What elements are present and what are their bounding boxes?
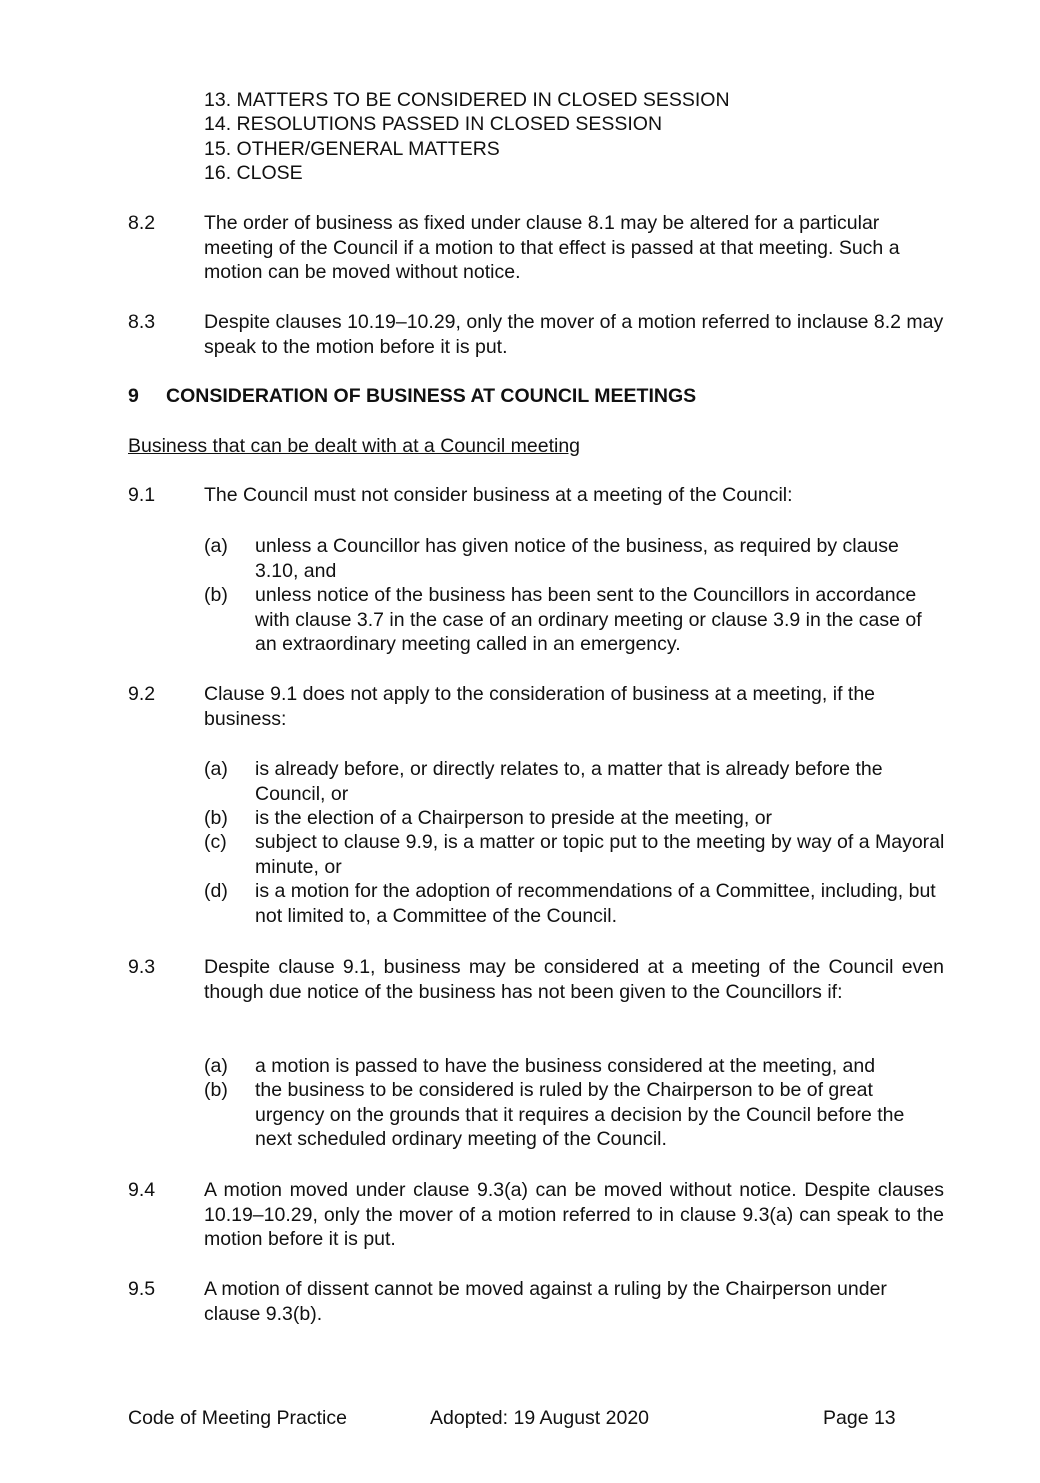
footer-document-title: Code of Meeting Practice (128, 1407, 347, 1429)
order-item-14: 14. RESOLUTIONS PASSED IN CLOSED SESSION (204, 113, 663, 135)
footer-page-number: Page 13 (823, 1407, 896, 1429)
item-text: the business to be considered is ruled by the Chairperson to be of great urgency on the grounds that it requires a decision by the Council before the next scheduled ordinary meeting of the Council. (255, 1079, 905, 1150)
clause-8-3-text: Despite clauses 10.19–10.29, only the mover of a motion referred to inclause 8.2 may speak to the motion before it is put. (204, 311, 944, 358)
section-number: 9 (128, 385, 139, 407)
item-text: is already before, or directly relates to, a matter that is already before the Council, or (255, 758, 883, 805)
item-label: (a) (204, 535, 228, 557)
clause-9-1-text: The Council must not consider business at a meeting of the Council: (204, 484, 793, 506)
clause-9-2-text: Clause 9.1 does not apply to the consideration of business at a meeting, if the business: (204, 683, 876, 730)
item-text: subject to clause 9.9, is a matter or topic put to the meeting by way of a Mayoral minute, or (255, 831, 945, 878)
clause-number: 9.1 (128, 484, 156, 506)
item-text: unless a Councillor has given notice of the business, as required by clause 3.10, and (255, 535, 899, 582)
clause-number: 9.4 (128, 1179, 156, 1201)
item-label: (c) (204, 831, 227, 853)
clause-8-2-text: The order of business as fixed under clause 8.1 may be altered for a particular meeting of the Council if a motion to that effect is passed at that meeting. Such a motion can be moved without notice. (204, 212, 900, 283)
clause-number: 9.2 (128, 683, 156, 705)
order-item-15: 15. OTHER/GENERAL MATTERS (204, 138, 500, 160)
item-label: (a) (204, 758, 228, 780)
item-label: (a) (204, 1055, 228, 1077)
order-item-13: 13. MATTERS TO BE CONSIDERED IN CLOSED SESSION (204, 89, 730, 111)
clause-9-5-text: A motion of dissent cannot be moved against a ruling by the Chairperson under clause 9.3(b). (204, 1278, 887, 1325)
section-title: CONSIDERATION OF BUSINESS AT COUNCIL MEETINGS (166, 385, 697, 407)
item-text: is the election of a Chairperson to preside at the meeting, or (255, 807, 773, 829)
clause-number: 9.5 (128, 1278, 156, 1300)
item-label: (b) (204, 584, 228, 606)
clause-number: 9.3 (128, 956, 156, 978)
clause-number: 8.3 (128, 311, 156, 333)
item-text: is a motion for the adoption of recommendations of a Committee, including, but not limited to, a Committee of the Council. (255, 880, 936, 927)
clause-9-4-text: A motion moved under clause 9.3(a) can be moved without notice. Despite clauses 10.19–10.29, only the mover of a motion referred to in clause 9.3(a) can speak to the motion before it is put. (204, 1179, 944, 1250)
footer-adopted-date: Adopted: 19 August 2020 (430, 1407, 650, 1429)
item-label: (b) (204, 1079, 228, 1101)
item-text: unless notice of the business has been sent to the Councillors in accordance with clause 3.7 in the case of an ordinary meeting or clause 3.9 in the case of an extraordinary meeting called in an emergency. (255, 584, 922, 655)
item-label: (b) (204, 807, 228, 829)
clause-number: 8.2 (128, 212, 156, 234)
subheading: Business that can be dealt with at a Council meeting (128, 435, 581, 457)
item-text: a motion is passed to have the business considered at the meeting, and (255, 1055, 876, 1077)
clause-9-3-text: Despite clause 9.1, business may be considered at a meeting of the Council even though due notice of the business has not been given to the Councillors if: (204, 956, 944, 1003)
section-heading (128, 384, 948, 409)
order-item-16: 16. CLOSE (204, 162, 303, 184)
item-label: (d) (204, 880, 228, 902)
